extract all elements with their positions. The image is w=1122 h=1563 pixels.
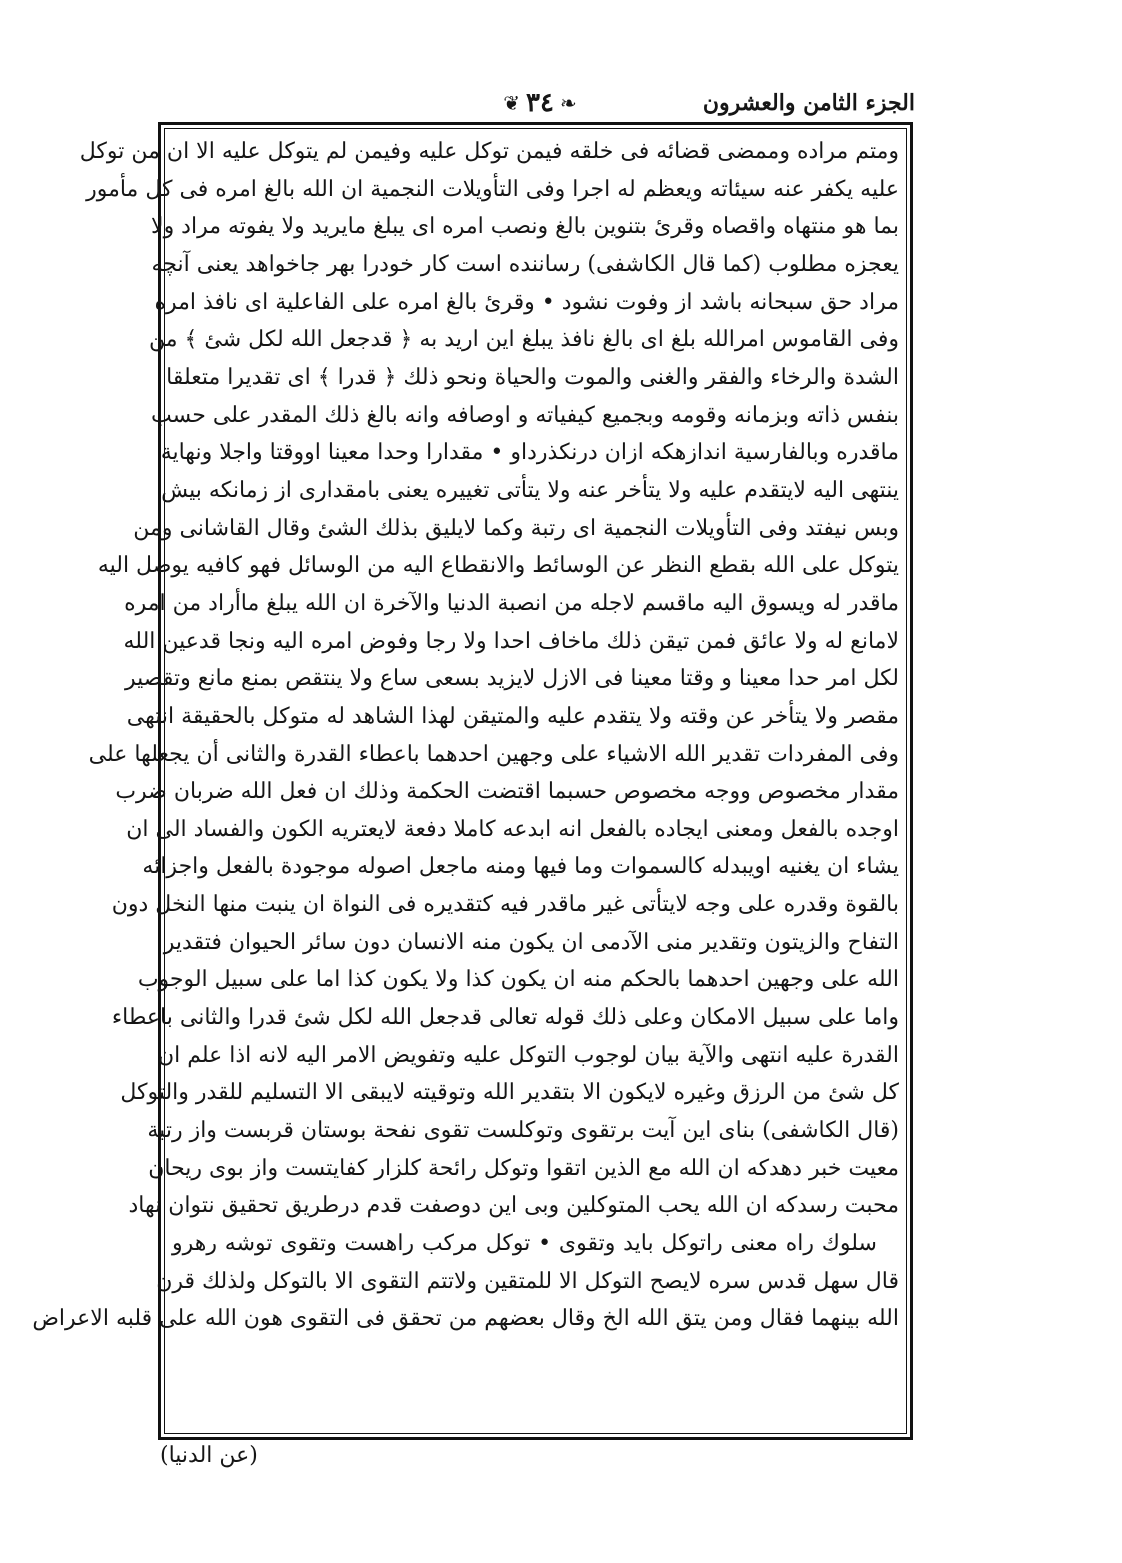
text-line: ينتهى اليه لايتقدم عليه ولا يتأخر عنه ولا يتأتى تغييره يعنى بامقدارى از زمانكه بيش <box>161 477 899 503</box>
text-line: الشدة والرخاء والفقر والغنى والموت والحياة ونحو ذلك ﴿ قدرا ﴾ اى تقديرا متعلقا <box>166 364 899 390</box>
text-line: اوجده بالفعل ومعنى ايجاده بالفعل انه ابدعه كاملا دفعة لايعتريه الكون والفساد الى ان <box>126 816 899 842</box>
text-line: معيت خبر دهدكه ان الله مع الذين اتقوا وتوكل رائحة كلزار كفايتست واز بوى ريحان <box>148 1155 899 1181</box>
text-line: ماقدره وبالفارسية اندازهكه ازان درنكذرداو • مقدارا وحدا معينا اووقتا واجلا ونهاية <box>160 440 899 466</box>
text-line: الله على وجهين احدهما بالحكم منه ان يكون كذا ولا يكون كذا اما على سبيل الوجوب <box>137 967 899 993</box>
text-line: وفى القاموس امرالله بلغ اى بالغ نافذ يبلغ اين اريد به ﴿ قدجعل الله لكل شئ ﴾ من <box>148 327 899 353</box>
text-line: لكل امر حدا معينا و وقتا معينا فى الازل لايزيد بسعى ساع ولا ينتقص بمنع مانع وتقصير <box>124 666 899 692</box>
page-number-ornament <box>490 88 590 118</box>
text-line: ومتم مراده وممضى قضائه فى خلقه فيمن توكل عليه وفيمن لم يتوكل عليه الا ان من توكل <box>79 139 899 164</box>
body-text <box>32 133 899 1338</box>
text-line: يعجزه مطلوب (كما قال الكاشفى) رساننده است كار خودرا بهر جاخواهد يعنى آنچه <box>151 251 899 277</box>
text-line: بما هو منتهاه واقصاه وقرئ بتنوين بالغ ونصب امره اى يبلغ مايريد ولا يفوته مراد ولا <box>151 214 899 240</box>
text-line: مقصر ولا يتأخر عن وقته ولا يتقدم عليه والمتيقن لهذا الشاهد له متوكل بالحقيقة انتهى <box>126 703 899 729</box>
text-line: لامانع له ولا عائق فمن تيقن ذلك ماخاف احدا ولا رجا وفوض امره اليه ونجا قدعين الله <box>123 628 899 654</box>
text-line: ماقدر له ويسوق اليه ماقسم لاجله من انصبة الدنيا والآخرة ان الله يبلغ ماأراد من امره <box>124 590 899 616</box>
text-line: مقدار مخصوص ووجه مخصوص حسبما اقتضت الحكمة وذلك ان فعل الله ضربان ضرب <box>115 779 899 805</box>
text-line: بنفس ذاته وبزمانه وقومه وبجميع كيفياته و اوصافه وانه بالغ ذلك المقدر على حسب <box>151 402 899 428</box>
text-line: وفى المفردات تقدير الله الاشياء على وجهين احدهما باعطاء القدرة والثانى أن يجعلها على <box>88 741 899 767</box>
text-line: قال سهل قدس سره لايصح التوكل الا للمتقين ولاتتم التقوى الا بالتوكل ولذلك قرن <box>156 1268 899 1294</box>
text-line: محبت رسدكه ان الله يحب المتوكلين وبى اين دوصفت قدم درطريق تحقيق نتوان نهاد <box>128 1193 899 1219</box>
catchword: (عن الدنيا) <box>160 1443 258 1468</box>
text-line: كل شئ من الرزق وغيره لايكون الا بتقدير الله وتوقيته لايبقى الا التسليم للقدر والتوكل <box>120 1080 899 1106</box>
text-line: التفاح والزيتون وتقدير منى الآدمى ان يكون منه الانسان دون سائر الحيوان فتقدير <box>163 929 899 955</box>
page-number: ٣٤ <box>526 88 554 118</box>
ornament-right-icon: ❧ <box>559 91 577 115</box>
text-line: الله بينهما فقال ومن يتق الله الخ وقال بعضهم من تحقق فى التقوى هون الله على قلبه الاعراض <box>32 1306 899 1332</box>
text-line: يشاء ان يغنيه اويبدله كالسموات وما فيها ومنه ماجعل اصوله موجودة بالفعل واجزائه <box>142 854 899 880</box>
page-header <box>155 88 915 122</box>
text-line: القدرة عليه انتهى والآية بيان لوجوب التوكل عليه وتفويض الامر اليه لانه اذا علم ان <box>157 1042 899 1068</box>
text-line: سلوك راه معنى راتوكل بايد وتقوى • توكل مركب راهست وتقوى توشه رهرو <box>172 1231 877 1257</box>
text-line: يتوكل على الله بقطع النظر عن الوسائط والانقطاع اليه من الوسائل فهو كافيه يوصل اليه <box>97 553 899 579</box>
text-line: واما على سبيل الامكان وعلى ذلك قوله تعالى قدجعل الله لكل شئ قدرا والثانى باعطاء <box>111 1005 899 1031</box>
ornament-left-icon: ❦ <box>503 91 521 115</box>
running-title: الجزء الثامن والعشرون <box>702 90 915 116</box>
text-line: وبس نيفتد وفى التأويلات النجمية اى رتبة وكما لايليق بذلك الشئ وقال القاشانى ومن <box>133 515 899 541</box>
text-line: عليه يكفر عنه سيئاته ويعظم له اجرا وفى التأويلات النجمية ان الله بالغ امره فى كل مأمور <box>86 176 899 202</box>
text-line: (قال الكاشفى) بناى اين آيت برتقوى وتوكلست تقوى نفحة بوستان قربست واز رتبة <box>147 1118 899 1144</box>
text-line: مراد حق سبحانه باشد از وفوت نشود • وقرئ بالغ امره على الفاعلية اى نافذ امره <box>154 289 899 315</box>
text-line: بالقوة وقدره على وجه لايتأتى غير ماقدر فيه كتقديره فى النواة ان ينبت منها النخل دون <box>111 892 899 918</box>
